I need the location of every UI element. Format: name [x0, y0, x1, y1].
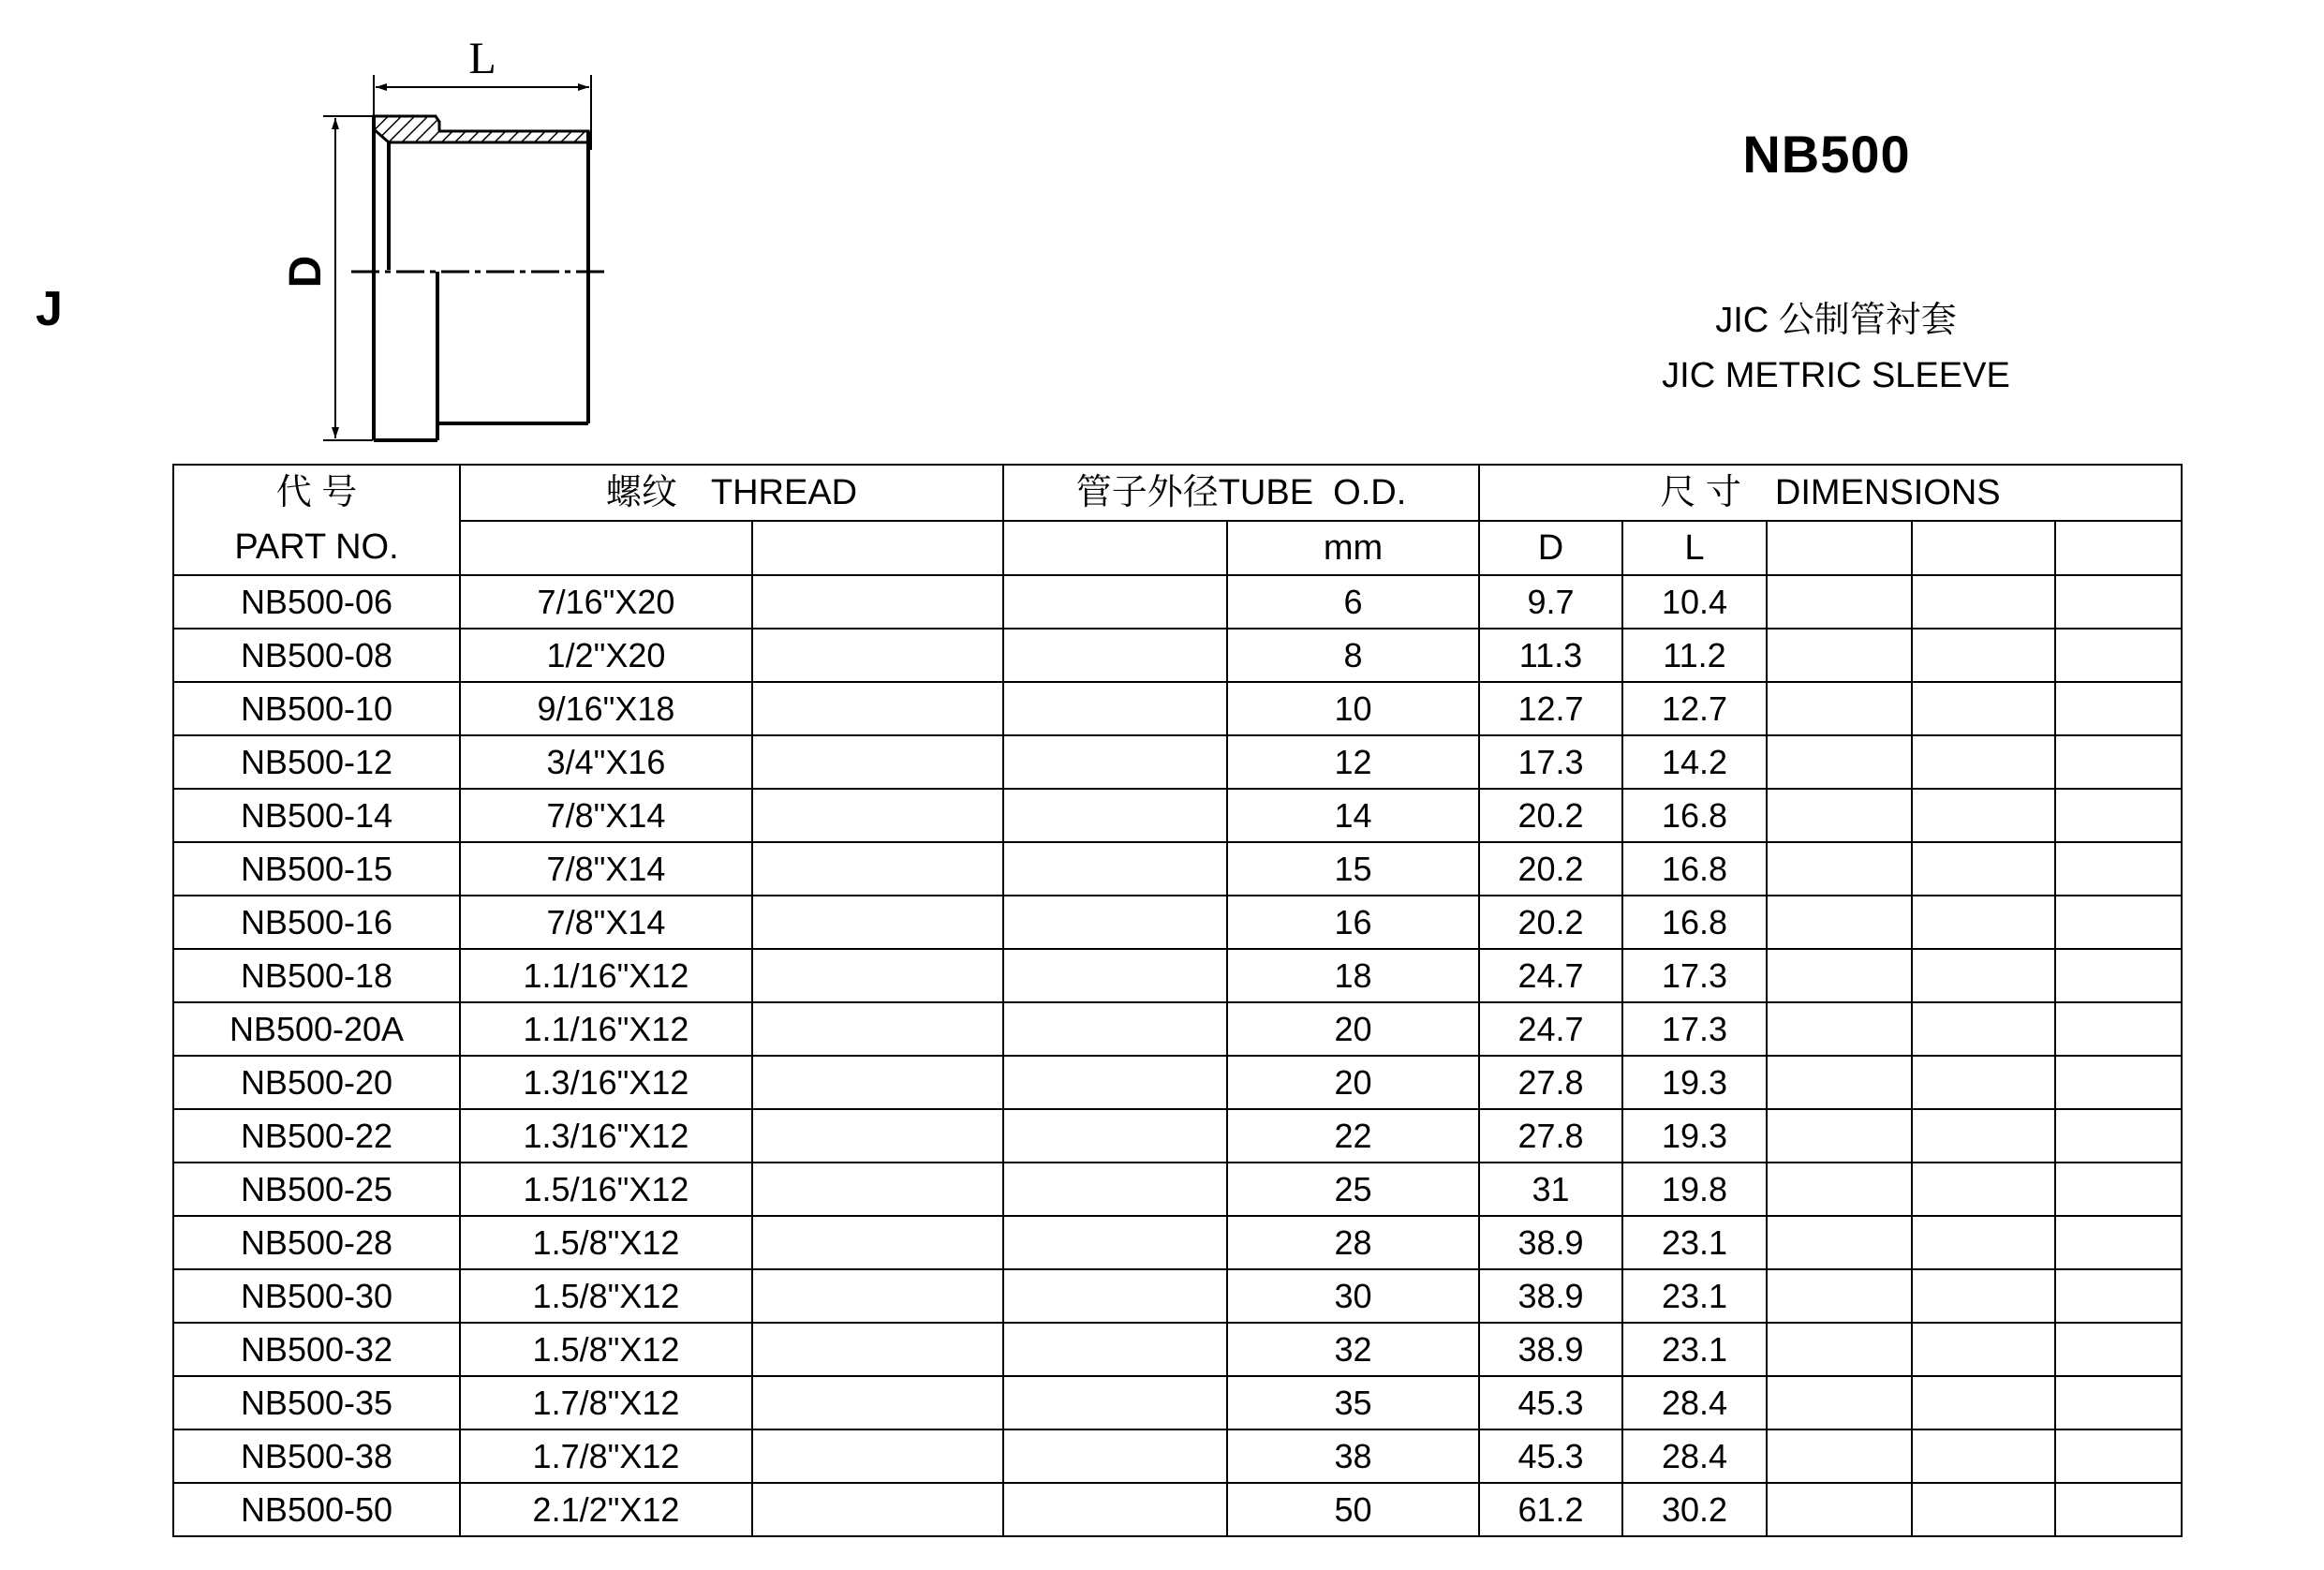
empty-cell — [1912, 789, 2055, 842]
table-row — [173, 735, 2182, 789]
tube-od-cell: 30 — [1227, 1269, 1479, 1323]
part-no-cell: NB500-14 — [173, 789, 460, 842]
tube-od-cell: 8 — [1227, 629, 1479, 682]
header-part-en: PART NO. — [234, 527, 399, 567]
empty-cell — [752, 789, 1003, 842]
dim-l-cell: 17.3 — [1622, 949, 1767, 1002]
empty-cell — [2055, 1376, 2182, 1429]
dim-d-cell: 27.8 — [1479, 1109, 1622, 1163]
thread-cell: 1.5/8"X12 — [460, 1323, 752, 1376]
empty-cell — [1003, 1323, 1227, 1376]
empty-cell — [2055, 735, 2182, 789]
header-empty — [1912, 521, 2055, 576]
empty-cell — [1003, 1216, 1227, 1269]
empty-cell — [752, 1429, 1003, 1483]
header-thread-cn: 螺纹 — [605, 472, 677, 512]
dim-l-cell: 16.8 — [1622, 896, 1767, 949]
part-no-cell: NB500-16 — [173, 896, 460, 949]
thread-cell: 7/8"X14 — [460, 896, 752, 949]
dim-l-cell: 16.8 — [1622, 842, 1767, 896]
dim-l-cell: 23.1 — [1622, 1269, 1767, 1323]
tube-od-cell: 14 — [1227, 789, 1479, 842]
header-dim-d: D — [1479, 521, 1622, 576]
dim-l-cell: 14.2 — [1622, 735, 1767, 789]
empty-cell — [2055, 842, 2182, 896]
empty-cell — [2055, 629, 2182, 682]
empty-cell — [1767, 1163, 1912, 1216]
empty-cell — [1912, 629, 2055, 682]
dim-l-cell: 19.3 — [1622, 1109, 1767, 1163]
empty-cell — [752, 1163, 1003, 1216]
empty-cell — [752, 629, 1003, 682]
dim-l-cell: 30.2 — [1622, 1483, 1767, 1536]
empty-cell — [2055, 682, 2182, 735]
empty-cell — [1767, 1109, 1912, 1163]
empty-cell — [1767, 575, 1912, 629]
empty-cell — [1912, 1269, 2055, 1323]
header-dimensions — [1479, 465, 2182, 521]
empty-cell — [1767, 1056, 1912, 1109]
header-tube-en: TUBE O.D. — [1218, 472, 1407, 512]
tube-od-cell: 10 — [1227, 682, 1479, 735]
thread-cell: 9/16"X18 — [460, 682, 752, 735]
part-no-cell: NB500-15 — [173, 842, 460, 896]
tube-od-cell: 6 — [1227, 575, 1479, 629]
table-row — [173, 1323, 2182, 1376]
header-dim-cn: 尺 寸 — [1660, 472, 1741, 512]
empty-cell — [752, 1483, 1003, 1536]
dim-d-cell: 38.9 — [1479, 1216, 1622, 1269]
empty-cell — [752, 1376, 1003, 1429]
tube-od-cell: 16 — [1227, 896, 1479, 949]
empty-cell — [752, 1216, 1003, 1269]
tube-od-cell: 28 — [1227, 1216, 1479, 1269]
thread-cell: 1.1/16"X12 — [460, 949, 752, 1002]
tube-od-cell: 35 — [1227, 1376, 1479, 1429]
table-row — [173, 1109, 2182, 1163]
tube-od-cell: 50 — [1227, 1483, 1479, 1536]
dim-d-cell: 27.8 — [1479, 1056, 1622, 1109]
dim-l-cell: 23.1 — [1622, 1323, 1767, 1376]
empty-cell — [1912, 1429, 2055, 1483]
empty-cell — [1912, 1163, 2055, 1216]
empty-cell — [1767, 949, 1912, 1002]
tube-od-cell: 18 — [1227, 949, 1479, 1002]
dim-d-cell: 31 — [1479, 1163, 1622, 1216]
empty-cell — [1003, 896, 1227, 949]
table-row — [173, 1376, 2182, 1429]
dim-d-cell: 11.3 — [1479, 629, 1622, 682]
part-no-cell: NB500-30 — [173, 1269, 460, 1323]
dim-label-l: L — [468, 37, 496, 83]
header-empty — [752, 521, 1003, 576]
part-no-cell: NB500-10 — [173, 682, 460, 735]
empty-cell — [1767, 1323, 1912, 1376]
empty-cell — [1003, 1269, 1227, 1323]
empty-cell — [752, 1002, 1003, 1056]
empty-cell — [2055, 1056, 2182, 1109]
empty-cell — [1912, 682, 2055, 735]
table-row — [173, 1269, 2182, 1323]
dim-d-cell: 38.9 — [1479, 1269, 1622, 1323]
part-no-cell: NB500-22 — [173, 1109, 460, 1163]
empty-cell — [1912, 1109, 2055, 1163]
header-dim-l: L — [1622, 521, 1767, 576]
dim-d-cell: 24.7 — [1479, 1002, 1622, 1056]
empty-cell — [1003, 949, 1227, 1002]
dim-l-cell: 19.3 — [1622, 1056, 1767, 1109]
dim-d-cell: 20.2 — [1479, 842, 1622, 896]
part-no-cell: NB500-25 — [173, 1163, 460, 1216]
part-no-cell: NB500-12 — [173, 735, 460, 789]
table-row — [173, 1483, 2182, 1536]
empty-cell — [1912, 735, 2055, 789]
dim-d-cell: 12.7 — [1479, 682, 1622, 735]
header-tube-unit: mm — [1227, 521, 1479, 576]
thread-cell: 1.3/16"X12 — [460, 1056, 752, 1109]
empty-cell — [1003, 735, 1227, 789]
empty-cell — [1003, 629, 1227, 682]
dim-l-cell: 16.8 — [1622, 789, 1767, 842]
dim-d-cell: 61.2 — [1479, 1483, 1622, 1536]
dim-l-cell: 28.4 — [1622, 1429, 1767, 1483]
empty-cell — [1767, 1376, 1912, 1429]
thread-cell: 1.5/8"X12 — [460, 1269, 752, 1323]
part-no-cell: NB500-20A — [173, 1002, 460, 1056]
empty-cell — [1003, 1056, 1227, 1109]
header-thread-en: THREAD — [710, 472, 858, 512]
empty-cell — [1003, 1002, 1227, 1056]
empty-cell — [1912, 1483, 2055, 1536]
dim-l-cell: 17.3 — [1622, 1002, 1767, 1056]
dim-d-cell: 45.3 — [1479, 1429, 1622, 1483]
empty-cell — [1003, 1376, 1227, 1429]
empty-cell — [2055, 1323, 2182, 1376]
empty-cell — [1912, 1323, 2055, 1376]
empty-cell — [1912, 575, 2055, 629]
thread-cell: 7/8"X14 — [460, 789, 752, 842]
empty-cell — [1767, 1002, 1912, 1056]
section-letter: J — [36, 282, 63, 336]
empty-cell — [752, 949, 1003, 1002]
part-no-cell: NB500-35 — [173, 1376, 460, 1429]
empty-cell — [2055, 1269, 2182, 1323]
model-title: NB500 — [1742, 125, 1911, 184]
header-row-1 — [173, 465, 2182, 521]
empty-cell — [1912, 842, 2055, 896]
dim-label-d: D — [281, 255, 331, 289]
dim-l-cell: 28.4 — [1622, 1376, 1767, 1429]
dim-l-cell: 11.2 — [1622, 629, 1767, 682]
part-no-cell: NB500-18 — [173, 949, 460, 1002]
empty-cell — [752, 735, 1003, 789]
part-no-cell: NB500-50 — [173, 1483, 460, 1536]
tube-od-cell: 32 — [1227, 1323, 1479, 1376]
empty-cell — [2055, 1002, 2182, 1056]
table-row — [173, 896, 2182, 949]
thread-cell: 1.7/8"X12 — [460, 1429, 752, 1483]
dim-d-cell: 38.9 — [1479, 1323, 1622, 1376]
header-empty — [2055, 521, 2182, 576]
empty-cell — [752, 1109, 1003, 1163]
empty-cell — [2055, 1163, 2182, 1216]
empty-cell — [752, 1056, 1003, 1109]
empty-cell — [2055, 575, 2182, 629]
empty-cell — [1767, 842, 1912, 896]
empty-cell — [1912, 896, 2055, 949]
table-row — [173, 789, 2182, 842]
empty-cell — [1767, 896, 1912, 949]
empty-cell — [1767, 682, 1912, 735]
table-row — [173, 1002, 2182, 1056]
thread-cell: 1.3/16"X12 — [460, 1109, 752, 1163]
thread-cell: 1.1/16"X12 — [460, 1002, 752, 1056]
dim-l-cell: 12.7 — [1622, 682, 1767, 735]
dim-l-cell: 23.1 — [1622, 1216, 1767, 1269]
sleeve-technical-drawing — [272, 37, 646, 459]
empty-cell — [1003, 575, 1227, 629]
empty-cell — [752, 896, 1003, 949]
header-dim-en: DIMENSIONS — [1774, 472, 2001, 512]
table-row — [173, 1216, 2182, 1269]
empty-cell — [1912, 949, 2055, 1002]
dim-l-cell: 10.4 — [1622, 575, 1767, 629]
header-row-2 — [173, 521, 2182, 576]
empty-cell — [1767, 1269, 1912, 1323]
thread-cell: 7/8"X14 — [460, 842, 752, 896]
thread-cell: 2.1/2"X12 — [460, 1483, 752, 1536]
empty-cell — [1912, 1376, 2055, 1429]
table-row — [173, 1429, 2182, 1483]
spec-table — [172, 464, 2183, 1537]
empty-cell — [1767, 1216, 1912, 1269]
dim-d-cell: 17.3 — [1479, 735, 1622, 789]
empty-cell — [1003, 1483, 1227, 1536]
empty-cell — [2055, 1429, 2182, 1483]
part-no-cell: NB500-28 — [173, 1216, 460, 1269]
subtitle-chinese: JIC 公制管衬套 — [1715, 301, 1957, 340]
thread-cell: 1/2"X20 — [460, 629, 752, 682]
thread-cell: 1.5/8"X12 — [460, 1216, 752, 1269]
empty-cell — [1912, 1056, 2055, 1109]
header-thread — [460, 465, 1003, 521]
empty-cell — [752, 842, 1003, 896]
empty-cell — [1767, 735, 1912, 789]
part-no-cell: NB500-08 — [173, 629, 460, 682]
header-part-cn: 代 号 — [275, 473, 358, 512]
empty-cell — [1003, 1163, 1227, 1216]
header-tube-cn: 管子外径 — [1075, 472, 1219, 512]
empty-cell — [1767, 1483, 1912, 1536]
empty-cell — [2055, 1109, 2182, 1163]
empty-cell — [1767, 629, 1912, 682]
dim-d-cell: 9.7 — [1479, 575, 1622, 629]
dim-d-cell: 45.3 — [1479, 1376, 1622, 1429]
thread-cell: 7/16"X20 — [460, 575, 752, 629]
tube-od-cell: 20 — [1227, 1002, 1479, 1056]
subtitle-english: JIC METRIC SLEEVE — [1662, 356, 2010, 395]
empty-cell — [752, 682, 1003, 735]
table-row — [173, 1056, 2182, 1109]
part-no-cell: NB500-20 — [173, 1056, 460, 1109]
header-tube-od — [1003, 465, 1479, 521]
dim-d-cell: 20.2 — [1479, 896, 1622, 949]
table-row — [173, 575, 2182, 629]
empty-cell — [1003, 842, 1227, 896]
header-part-no — [173, 465, 460, 575]
table-row — [173, 949, 2182, 1002]
header-empty — [1003, 521, 1227, 576]
empty-cell — [752, 575, 1003, 629]
part-no-cell: NB500-38 — [173, 1429, 460, 1483]
dim-d-cell: 24.7 — [1479, 949, 1622, 1002]
table-row — [173, 842, 2182, 896]
dim-l-cell: 19.8 — [1622, 1163, 1767, 1216]
table-row — [173, 682, 2182, 735]
empty-cell — [1767, 789, 1912, 842]
empty-cell — [2055, 789, 2182, 842]
tube-od-cell: 20 — [1227, 1056, 1479, 1109]
part-no-cell: NB500-06 — [173, 575, 460, 629]
table-row — [173, 629, 2182, 682]
dim-d-cell: 20.2 — [1479, 789, 1622, 842]
empty-cell — [752, 1323, 1003, 1376]
empty-cell — [2055, 1216, 2182, 1269]
empty-cell — [2055, 949, 2182, 1002]
tube-od-cell: 38 — [1227, 1429, 1479, 1483]
tube-od-cell: 25 — [1227, 1163, 1479, 1216]
empty-cell — [752, 1269, 1003, 1323]
empty-cell — [1003, 682, 1227, 735]
empty-cell — [1767, 1429, 1912, 1483]
empty-cell — [1003, 789, 1227, 842]
empty-cell — [2055, 896, 2182, 949]
thread-cell: 1.7/8"X12 — [460, 1376, 752, 1429]
thread-cell: 3/4"X16 — [460, 735, 752, 789]
empty-cell — [1003, 1429, 1227, 1483]
tube-od-cell: 12 — [1227, 735, 1479, 789]
header-empty — [1767, 521, 1912, 576]
empty-cell — [1912, 1216, 2055, 1269]
header-empty — [460, 521, 752, 576]
thread-cell: 1.5/16"X12 — [460, 1163, 752, 1216]
part-no-cell: NB500-32 — [173, 1323, 460, 1376]
tube-od-cell: 15 — [1227, 842, 1479, 896]
empty-cell — [1912, 1002, 2055, 1056]
empty-cell — [2055, 1483, 2182, 1536]
tube-od-cell: 22 — [1227, 1109, 1479, 1163]
table-row — [173, 1163, 2182, 1216]
empty-cell — [1003, 1109, 1227, 1163]
